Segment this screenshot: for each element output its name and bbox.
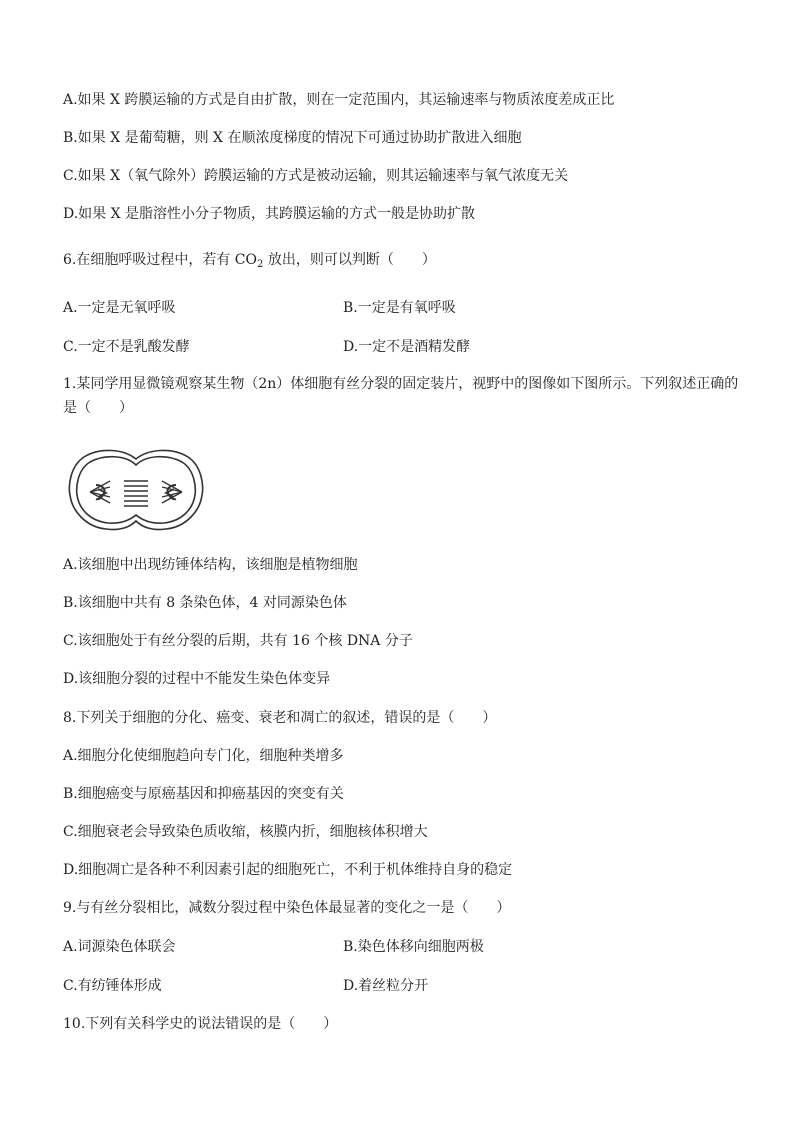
q9-option-d: D.着丝粒分开 <box>343 978 429 994</box>
q7-option-a: A.该细胞中出现纺锤体结构，该细胞是植物细胞 <box>63 557 358 573</box>
q9-option-a: A.词源染色体联会 <box>63 939 176 955</box>
q8-option-d: D.细胞凋亡是各种不利因素引起的细胞死亡，不利于机体维持自身的稳定 <box>63 862 513 878</box>
left-spindle <box>90 481 110 503</box>
q8-option-b: B.细胞癌变与原癌基因和抑癌基因的突变有关 <box>63 786 344 802</box>
q5-option-b: B.如果 X 是葡萄糖，则 X 在顺浓度梯度的情况下可通过协助扩散进入细胞 <box>63 130 522 146</box>
q6-stem-post: 放出，则可以判断（ ） <box>263 252 436 268</box>
q7-option-d: D.该细胞分裂的过程中不能发生染色体变异 <box>63 671 331 687</box>
q6-option-d: D.一定不是酒精发酵 <box>343 339 471 355</box>
q5-option-c: C.如果 X（氧气除外）跨膜运输的方式是被动运输，则其运输速率与氧气浓度无关 <box>63 168 569 184</box>
q6-option-b: B.一定是有氧呼吸 <box>343 300 456 316</box>
q6-option-c: C.一定不是乳酸发酵 <box>63 339 190 355</box>
q9-option-c: C.有纺锤体形成 <box>63 978 162 994</box>
q5-option-d: D.如果 X 是脂溶性小分子物质，其跨膜运输的方式一般是协助扩散 <box>63 206 476 222</box>
cell-membrane <box>69 450 202 529</box>
q6-stem-sub: 2 <box>257 259 264 270</box>
q8-option-a: A.细胞分化使细胞趋向专门化，细胞种类增多 <box>63 748 344 764</box>
q9-stem: 9.与有丝分裂相比，减数分裂过程中染色体最显著的变化之一是（ ） <box>63 900 511 916</box>
q6-stem-pre: 6.在细胞呼吸过程中，若有 CO <box>63 252 257 268</box>
q6-option-a: A.一定是无氧呼吸 <box>63 300 176 316</box>
cell-division-figure <box>66 445 206 537</box>
q6-stem <box>63 250 436 270</box>
q7-stem-line1: 1.某同学用显微镜观察某生物（2n）体细胞有丝分裂的固定装片，视野中的图像如下图所示。下列叙述正确的 <box>63 376 739 392</box>
q8-option-c: C.细胞衰老会导致染色质收缩，核膜内折，细胞核体积增大 <box>63 824 428 840</box>
right-spindle <box>162 481 182 503</box>
q7-option-c: C.该细胞处于有丝分裂的后期，共有 16 个核 DNA 分子 <box>63 633 413 649</box>
chromosomes <box>124 481 148 506</box>
q9-option-b: B.染色体移向细胞两极 <box>343 939 484 955</box>
q7-stem-line2: 是（ ） <box>63 400 133 416</box>
q7-option-b: B.该细胞中共有 8 条染色体，4 对同源染色体 <box>63 595 347 611</box>
q5-option-a: A.如果 X 跨膜运输的方式是自由扩散，则在一定范围内，其运输速率与物质浓度差成正比 <box>63 92 615 108</box>
q8-stem: 8.下列关于细胞的分化、癌变、衰老和凋亡的叙述，错误的是（ ） <box>63 710 497 726</box>
q10-stem: 10.下列有关科学史的说法错误的是（ ） <box>63 1016 338 1032</box>
